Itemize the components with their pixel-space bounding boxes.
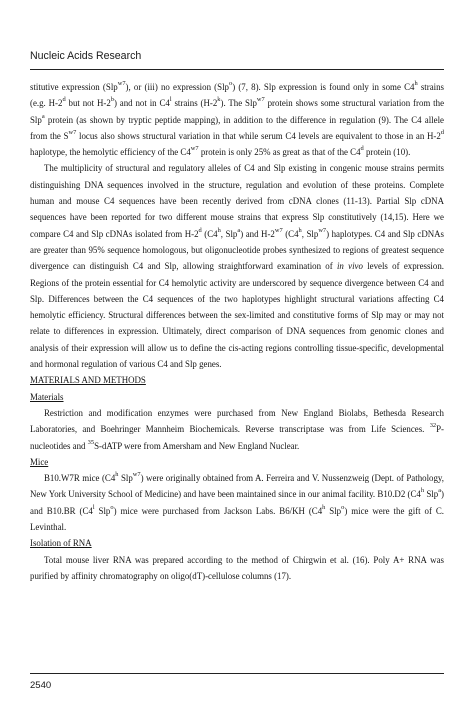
text-run: ) (7, 8). Slp expression is found only in some C4 [232, 82, 415, 92]
text-run: The multiplicity of structural and regulatory alleles of C4 and Slp existing in congenic mouse strains permits distinguishing DNA sequences involved in the structure, regulation and evolution of these proteins. Complete human and mouse C4 sequences have been recently derived from cDNA clones (11-13). Partial Slp cDNA sequences have been reported for two different mouse strains that express Slp constitutively (14,15). Here we compare C4 and Slp cDNAs isolated from H-2 [30, 163, 444, 239]
text-run: (C4 [282, 228, 299, 239]
superscript: o [228, 80, 233, 88]
text-run: strains (e.g. H-2 [30, 82, 444, 109]
superscript: k [217, 96, 221, 104]
superscript: w7 [132, 471, 141, 479]
text-run: ) and H-2 [240, 228, 275, 239]
superscript: w7 [68, 128, 77, 136]
text-run: Total mouse liver RNA was prepared according to the method of Chirgwin et al. (16). Poly A+ RNA was purified by affinity chromatography on oligo(dT)-cellulose columns (17). [30, 554, 444, 581]
text-run: Slp [118, 473, 133, 484]
text-run: Restriction and modification enzymes were purchased from New England Biolabs, Bethesda Research Laboratories, and Boehringer Mannheim Biochemicals. Reverse transcriptase was from Life Sciences. [30, 407, 444, 435]
text-run: haplotype, the hemolytic efficiency of the C4 [30, 147, 191, 158]
text-run: P-nucleotides and [30, 424, 444, 451]
text-run: protein (as shown by tryptic peptide mapping), in addition to the difference in regulation (9). The C4 allele from the S [30, 114, 444, 141]
superscript: w7 [274, 226, 283, 234]
superscript: d [360, 145, 364, 153]
text-run: Slp [424, 489, 439, 500]
superscript: a [438, 487, 442, 495]
text-run: levels of expression. Regions of the protein essential for C4 hemolytic activity are underscored by sequence divergence between C4 and Slp. Differences between the C4 sequences of the two haplotypes highlight structural variations affecting C4 hemolytic efficiency. Structural differences between the sex-limited and constitutive forms of Slp may or may not relate to differences in expression. Ultimately, direct comparison of DNA sequences from genomic clones and analysis of their expression will allow us to define the cis-acting regions controlling tissue-specific, developmental and hormonal regulation of various C4 and Slp genes. [30, 261, 444, 370]
text-run: , Slp [220, 228, 238, 239]
paragraph [30, 160, 444, 372]
text-run: ) and not in C4 [113, 98, 170, 109]
text-run: ), or (iii) no expression (Slp [125, 82, 229, 92]
superscript: h [115, 471, 119, 479]
footer-rule [30, 673, 444, 674]
superscript: w7 [318, 226, 327, 234]
text-run: ) haplotypes. C4 and Slp cDNAs are greater than 95% sequence homologous, but oligonucleotide probes synthesized to regions of greatest sequence divergence can distinguish C4 and Slp, allowing straightforward examination of [30, 228, 445, 272]
superscript: o [110, 503, 114, 511]
superscript: h [420, 487, 425, 495]
superscript: d [440, 128, 444, 136]
superscript: 35 [87, 438, 95, 446]
superscript: h [414, 80, 418, 88]
text-run: ) and B10.BR (C4 [30, 489, 444, 516]
paragraph [30, 405, 444, 454]
subsection-heading: Isolation of RNA [30, 538, 92, 549]
text-run: B10.W7R mice (C4 [44, 473, 116, 484]
superscript: h [298, 226, 302, 234]
superscript: a [41, 112, 45, 120]
text-run: strains (H-2 [171, 98, 218, 109]
superscript: w7 [117, 80, 126, 88]
text-run: locus also shows structural variation in that while serum C4 levels are equivalent to those in an H-2 [76, 130, 441, 141]
superscript: l [92, 503, 95, 511]
paragraph [30, 470, 444, 535]
text-run: S-dATP were from Amersham and New England Nuclear. [94, 440, 300, 451]
superscript: h [322, 503, 326, 511]
article-body [30, 79, 444, 584]
text-run: Slp [94, 505, 111, 516]
text-run: ) were originally obtained from A. Ferreira and V. Nussenzweig (Dept. of Pathology, New York University School of Medicine) and have been maintained since in our animal facility. B10.D2 (C4 [30, 473, 444, 500]
superscript: d [62, 96, 66, 104]
superscript: d [198, 226, 202, 234]
text-run: but not H-2 [65, 98, 111, 109]
subsection-heading: Materials [30, 391, 64, 402]
text-run: ). The Slp [220, 98, 257, 109]
text-run: ) mice were purchased from Jackson Labs. B6/KH (C4 [113, 505, 323, 516]
text-run: , Slp [301, 228, 319, 239]
superscript: w7 [190, 145, 199, 153]
text-run: (C4 [201, 228, 218, 239]
text-run: ) mice were the gift of C. Levinthal. [30, 505, 444, 533]
paragraph [30, 79, 444, 160]
header-rule [30, 69, 444, 70]
superscript: o [341, 503, 345, 511]
text-run: protein is only 25% as great as that of the C4 [198, 147, 361, 158]
journal-header: Nucleic Acids Research [30, 50, 142, 62]
superscript: w7 [256, 96, 265, 104]
section-heading: MATERIALS AND METHODS [30, 375, 146, 386]
text-run: protein shows some structural variation from the Slp [30, 98, 445, 125]
superscript: l [169, 96, 172, 104]
text-run: Slp [325, 505, 342, 516]
superscript: b [110, 96, 114, 104]
text-run: stitutive expression (Slp [30, 82, 118, 92]
page-number: 2540 [30, 680, 52, 691]
subsection-heading: Mice [30, 456, 49, 467]
italic-text: in vivo [336, 261, 363, 272]
superscript: a [237, 226, 241, 234]
text-run: protein (10). [363, 147, 411, 158]
superscript: 32 [429, 422, 437, 430]
superscript: h [217, 226, 221, 234]
paragraph [30, 552, 444, 585]
